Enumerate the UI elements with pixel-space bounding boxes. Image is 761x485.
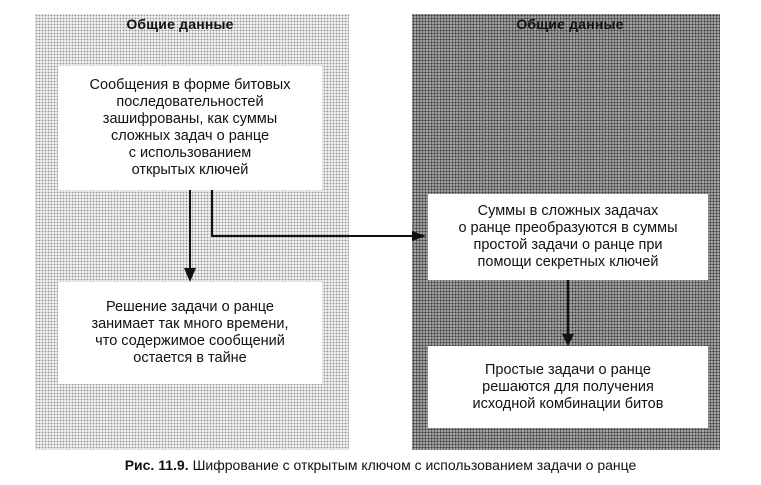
figure-caption-text: Шифрование с открытым ключом с использованием задачи о ранце [192, 457, 637, 473]
box-line: простой задачи о ранце при [473, 237, 663, 253]
box-line: что содержимое сообщений [95, 333, 285, 349]
figure-caption-label: Рис. 11.9. [124, 457, 189, 473]
box-line: с использованием [128, 145, 252, 161]
box-line: о ранце преобразуются в суммы [458, 220, 678, 236]
box-line: исходной комбинации битов [472, 395, 664, 412]
left-panel-title: Общие данные [126, 16, 234, 32]
box-line: открытых ключей [131, 162, 249, 178]
transform-sums-box [428, 194, 708, 280]
box-line: зашифрованы, как суммы [102, 111, 278, 127]
simple-knapsack-box [428, 346, 708, 428]
box-line: помощи секретных ключей [477, 254, 659, 270]
figure-caption [0, 457, 761, 473]
box-line: остается в тайне [133, 350, 247, 366]
box-line: Простые задачи о ранце [484, 361, 651, 378]
box-line: Суммы в сложных задачах [477, 203, 659, 219]
box-line: сложных задач о ранце [110, 128, 270, 144]
right-panel-title: Общие данные [516, 16, 624, 32]
hard-knapsack-box [58, 282, 322, 384]
box-line: решаются для получения [482, 378, 654, 395]
box-line: последовательностей [116, 94, 264, 110]
box-line: Сообщения в форме битовых [89, 77, 291, 93]
encode-messages-box [58, 66, 322, 190]
box-line: занимает так много времени, [91, 316, 289, 332]
box-line: Решение задачи о ранце [105, 299, 275, 315]
